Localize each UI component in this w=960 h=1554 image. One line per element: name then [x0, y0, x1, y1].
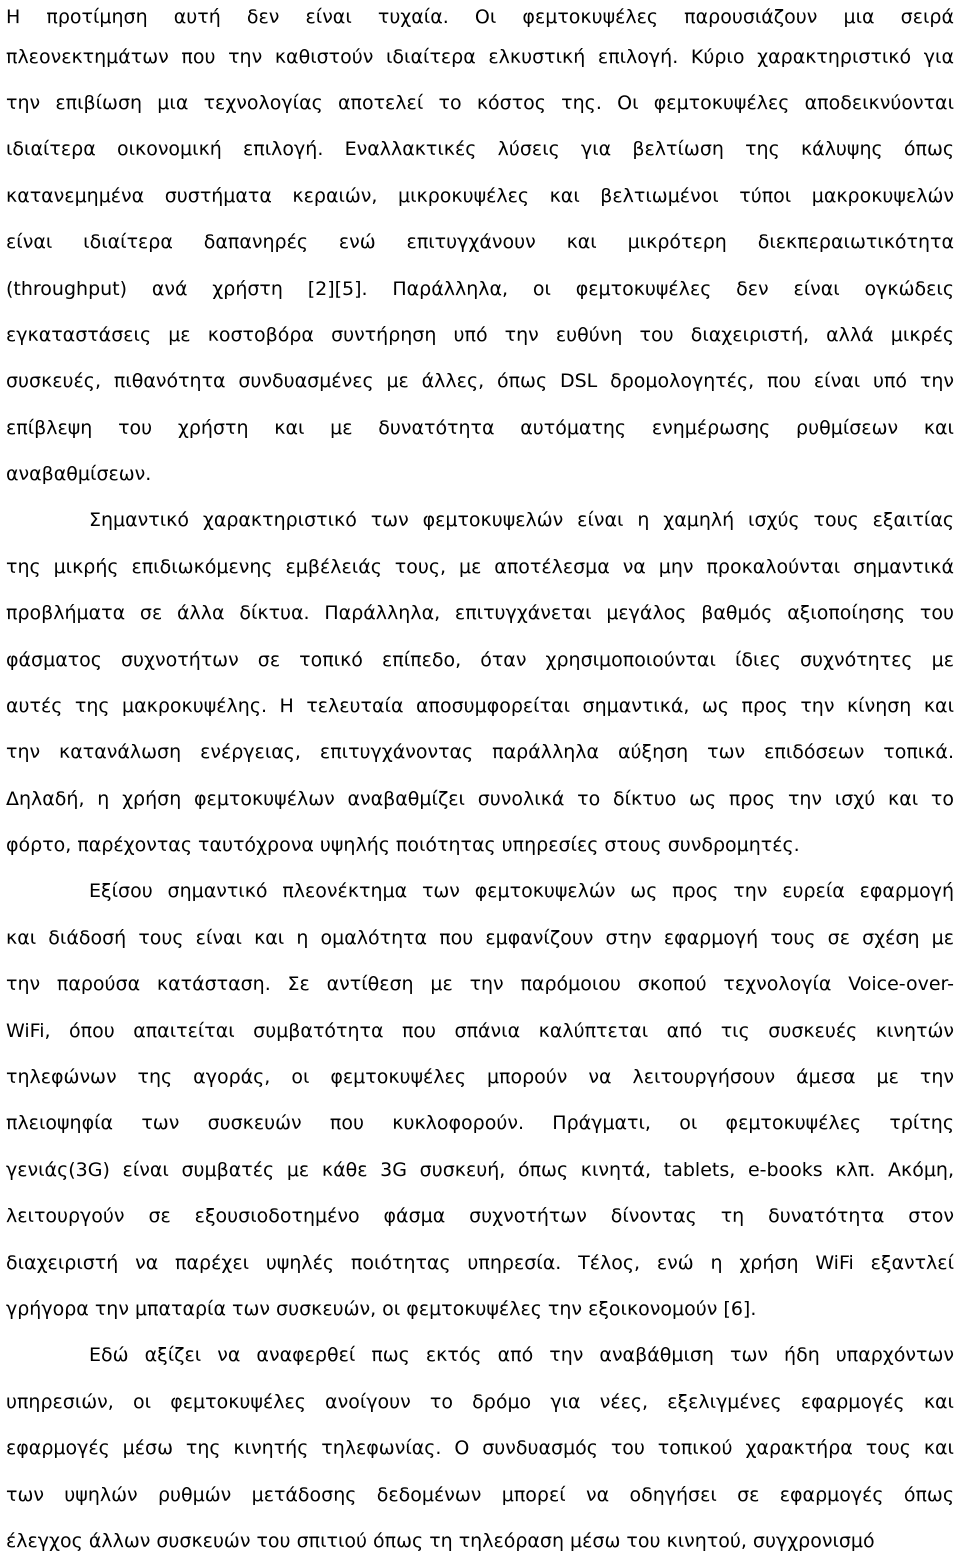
text-line: WiFi, όπου απαιτείται συμβατότητα που σπάνια καλύπτεται από τις συσκευές κινητών	[6, 1020, 954, 1042]
text-line: λειτουργούν σε εξουσιοδοτημένο φάσμα συχνοτήτων δίνοντας τη δυνατότητα στον	[6, 1205, 954, 1227]
text-line: και διάδοσή τους είναι και η ομαλότητα που εμφανίζουν στην εφαρμογή τους σε σχέση με	[6, 927, 954, 949]
text-line: αυτές της μακροκυψέλης. Η τελευταία αποσυμφορείται σημαντικά, ως προς την κίνηση και	[6, 695, 954, 717]
text-line: Εδώ αξίζει να αναφερθεί πως εκτός από την αναβάθμιση των ήδη υπαρχόντων	[89, 1344, 954, 1366]
text-line: εφαρμογές μέσω της κινητής τηλεφωνίας. Ο συνδυασμός του τοπικού χαρακτήρα τους και	[6, 1437, 954, 1459]
text-line: τηλεφώνων της αγοράς, οι φεμτοκυψέλες μπορούν να λειτουργήσουν άμεσα με την	[6, 1066, 954, 1088]
text-line: είναι ιδιαίτερα δαπανηρές ενώ επιτυγχάνουν και μικρότερη διεκπεραιωτικότητα	[6, 231, 954, 253]
text-line: διαχειριστή να παρέχει υψηλές ποιότητας υπηρεσία. Τέλος, ενώ η χρήση WiFi εξαντλεί	[6, 1252, 954, 1274]
text-line: φάσματος συχνοτήτων σε τοπικό επίπεδο, όταν χρησιμοποιούνται ίδιες συχνότητες με	[6, 649, 954, 671]
text-line: γρήγορα την μπαταρία των συσκευών, οι φεμτοκυψέλες την εξοικονομούν [6].	[6, 1298, 757, 1320]
text-line: επίβλεψη του χρήστη και με δυνατότητα αυτόματης ενημέρωσης ρυθμίσεων και	[6, 417, 954, 439]
text-line: την επιβίωση μια τεχνολογίας αποτελεί το κόστος της. Οι φεμτοκυψέλες αποδεικνύονται	[6, 92, 954, 114]
text-line: προβλήματα σε άλλα δίκτυα. Παράλληλα, επιτυγχάνεται μεγάλος βαθμός αξιοποίησης του	[6, 602, 954, 624]
text-line: φόρτο, παρέχοντας ταυτόχρονα υψηλής ποιότητας υπηρεσίες στους συνδρομητές.	[6, 834, 800, 856]
text-line: της μικρής επιδιωκόμενης εμβέλειάς τους, με αποτέλεσμα να μην προκαλούνται σημαντικά	[6, 556, 954, 578]
text-line: κατανεμημένα συστήματα κεραιών, μικροκυψέλες και βελτιωμένοι τύποι μακροκυψελών	[6, 185, 954, 207]
text-line: γενιάς(3G) είναι συμβατές με κάθε 3G συσκευή, όπως κινητά, tablets, e-books κλπ. Ακόμη,	[6, 1159, 954, 1181]
text-line: ιδιαίτερα οικονομική επιλογή. Εναλλακτικές λύσεις για βελτίωση της κάλυψης όπως	[6, 138, 954, 160]
text-line: εγκαταστάσεις με κοστοβόρα συντήρηση υπό την ευθύνη του διαχειριστή, αλλά μικρές	[6, 324, 954, 346]
text-line: (throughput) ανά χρήστη [2][5]. Παράλληλα, οι φεμτοκυψέλες δεν είναι ογκώδεις	[6, 278, 954, 300]
text-line: έλεγχος άλλων συσκευών του σπιτιού όπως τη τηλεόραση μέσω του κινητού, συγχρονισμό	[6, 1530, 875, 1552]
text-line: Εξίσου σημαντικό πλεονέκτημα των φεμτοκυψελών ως προς την ευρεία εφαρμογή	[89, 880, 954, 902]
text-line: Η προτίμηση αυτή δεν είναι τυχαία. Οι φεμτοκυψέλες παρουσιάζουν μια σειρά	[6, 6, 954, 28]
text-line: συσκευές, πιθανότητα συνδυασμένες με άλλες, όπως DSL δρομολογητές, που είναι υπό την	[6, 370, 954, 392]
text-line: αναβαθμίσεων.	[6, 463, 152, 485]
text-line: πλεονεκτημάτων που την καθιστούν ιδιαίτερα ελκυστική επιλογή. Κύριο χαρακτηριστικό για	[6, 46, 954, 68]
text-line: Σημαντικό χαρακτηριστικό των φεμτοκυψελών είναι η χαμηλή ισχύς τους εξαιτίας	[89, 509, 954, 531]
text-line: των υψηλών ρυθμών μετάδοσης δεδομένων μπορεί να οδηγήσει σε εφαρμογές όπως	[6, 1484, 954, 1506]
text-line: υπηρεσιών, οι φεμτοκυψέλες ανοίγουν το δρόμο για νέες, εξελιγμένες εφαρμογές και	[6, 1391, 954, 1413]
text-line: την παρούσα κατάσταση. Σε αντίθεση με την παρόμοιου σκοπού τεχνολογία Voice-over-	[6, 973, 954, 995]
text-line: την κατανάλωση ενέργειας, επιτυγχάνοντας παράλληλα αύξηση των επιδόσεων τοπικά.	[6, 741, 954, 763]
text-line: πλειοψηφία των συσκευών που κυκλοφορούν. Πράγματι, οι φεμτοκυψέλες τρίτης	[6, 1112, 954, 1134]
text-line: Δηλαδή, η χρήση φεμτοκυψέλων αναβαθμίζει συνολικά το δίκτυο ως προς την ισχύ και το	[6, 788, 954, 810]
